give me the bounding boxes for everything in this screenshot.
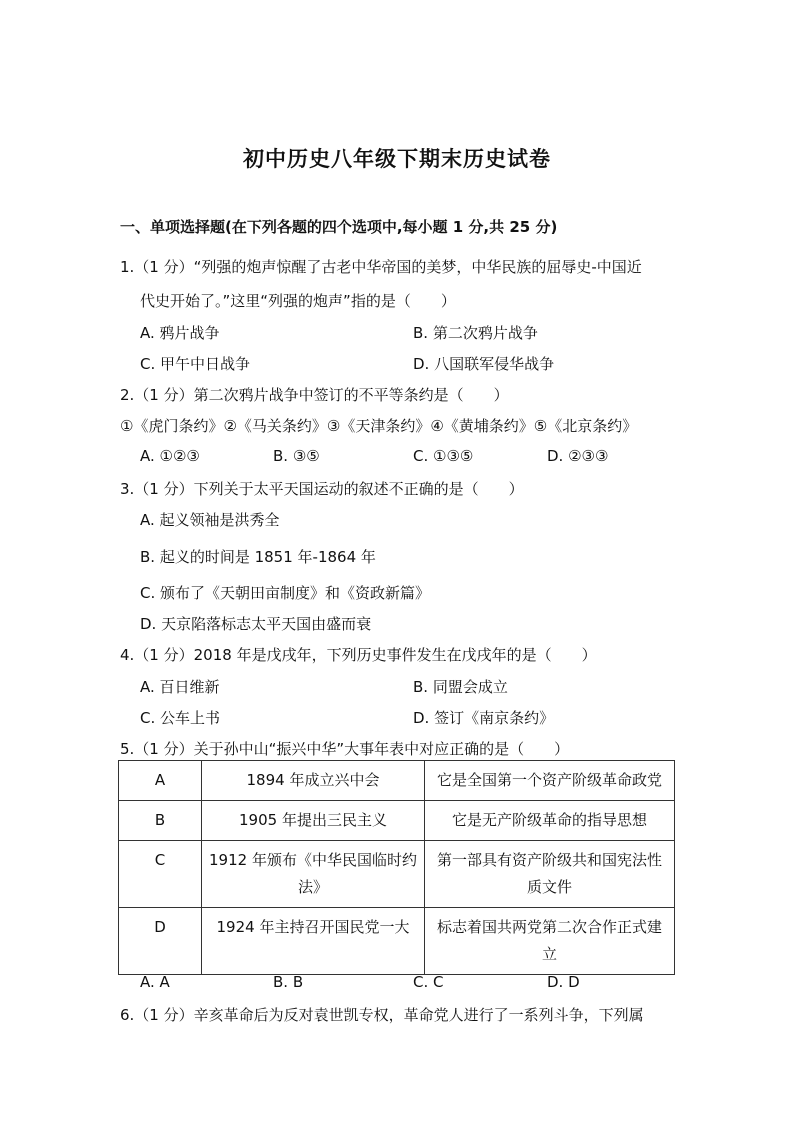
row-note: 标志着国共两党第二次合作正式建立 [425,908,675,975]
row-label: A [119,761,202,801]
table-row [119,761,675,801]
question-1-option-c: C. 甲午中日战争 [140,355,251,373]
question-4-stem: 4.（1 分）2018 年是戊戌年，下列历史事件发生在戊戌年的是（ ） [120,646,597,664]
row-label: B [119,801,202,841]
question-3-option-b: B. 起义的时间是 1851 年-1864 年 [140,548,376,566]
row-event: 1905 年提出三民主义 [202,801,425,841]
row-label: C [119,841,202,908]
question-5-timeline-table [118,760,675,975]
question-2-stem: 2.（1 分）第二次鸦片战争中签订的不平等条约是（ ） [120,386,509,404]
question-1-stem-cont: 代史开始了。”这里“列强的炮声”指的是（ ） [140,292,456,310]
question-3-option-d: D. 天京陷落标志太平天国由盛而衰 [140,615,372,633]
row-event: 1912 年颁布《中华民国临时约法》 [202,841,425,908]
question-1-option-a: A. 鸦片战争 [140,324,220,342]
question-6-stem: 6.（1 分）辛亥革命后为反对袁世凯专权，革命党人进行了一系列斗争，下列属 [120,1006,644,1024]
question-2-option-a: A. ①②③ [140,447,200,465]
table-row [119,801,675,841]
row-event: 1894 年成立兴中会 [202,761,425,801]
question-2-option-b: B. ③⑤ [273,447,320,465]
question-2-option-d: D. ②③③ [547,447,609,465]
question-1-option-b: B. 第二次鸦片战争 [413,324,538,342]
question-4-option-a: A. 百日维新 [140,678,220,696]
question-5-stem: 5.（1 分）关于孙中山“振兴中华”大事年表中对应正确的是（ ） [120,740,570,758]
row-note: 它是无产阶级革命的指导思想 [425,801,675,841]
question-4-option-d: D. 签订《南京条约》 [413,709,555,727]
question-4-option-c: C. 公车上书 [140,709,221,727]
exam-title: 初中历史八年级下期末历史试卷 [243,147,551,171]
question-3-stem: 3.（1 分）下列关于太平天国运动的叙述不正确的是（ ） [120,480,524,498]
question-5-option-a: A. A [140,973,170,991]
question-2-option-c: C. ①③⑤ [413,447,474,465]
question-1-option-d: D. 八国联军侵华战争 [413,355,555,373]
question-5-option-b: B. B [273,973,304,991]
question-3-option-a: A. 起义领袖是洪秀全 [140,511,280,529]
question-2-treaty-list: ①《虎门条约》②《马关条约》③《天津条约》④《黄埔条约》⑤《北京条约》 [120,417,638,435]
row-note: 它是全国第一个资产阶级革命政党 [425,761,675,801]
question-5-option-d: D. D [547,973,580,991]
question-4-option-b: B. 同盟会成立 [413,678,508,696]
table-row [119,908,675,975]
question-3-option-c: C. 颁布了《天朝田亩制度》和《资政新篇》 [140,584,431,602]
table-row [119,841,675,908]
section-heading: 一、单项选择题(在下列各题的四个选项中,每小题 1 分,共 25 分) [120,218,558,236]
row-event: 1924 年主持召开国民党一大 [202,908,425,975]
row-label: D [119,908,202,975]
question-5-option-c: C. C [413,973,444,991]
question-1-stem: 1.（1 分）“列强的炮声惊醒了古老中华帝国的美梦，中华民族的屈辱史-中国近 [120,258,642,276]
row-note: 第一部具有资产阶级共和国宪法性质文件 [425,841,675,908]
